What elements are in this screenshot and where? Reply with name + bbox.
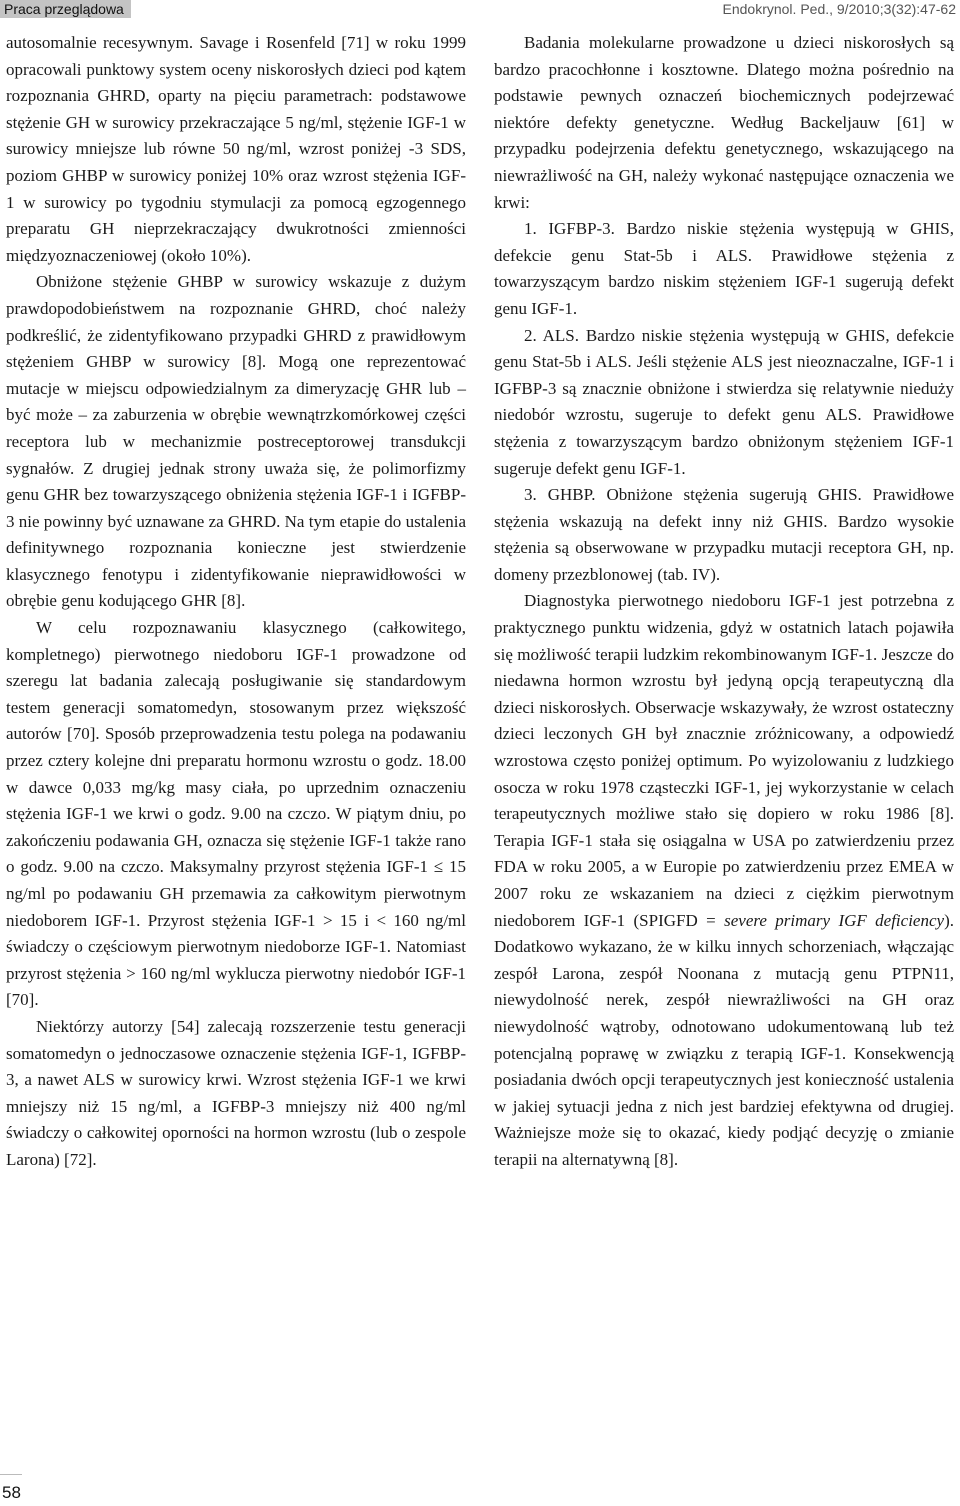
right-column [494,30,954,1174]
running-header [0,0,960,18]
paragraph: Obniżone stężenie GHBP w surowicy wskazuje z dużym prawdopodobieństwem na rozpoznanie GHRD, choć należy podkreślić, że zidentyfikowano przypadki GHRD z prawidłowym stężeniem GHBP w surowicy [8]. Mogą one reprezentować mutacje w miejscu odpowiedzialnym za dimeryzację GHR lub – być może – za zaburzenia w obrębie wewnątrzkomórkowej części receptora lub w mechanizmie postreceptorowej transdukcji sygnałów. Z drugiej jednak strony uważa się, że polimorfizmy genu GHR bez towarzyszącego obniżenia stężenia IGF-1 i IGFBP-3 nie powinny być uznawane za GHRD. Na tym etapie do ustalenia definitywnego rozpoznania konieczne jest stwierdzenie klasycznego fenotypu i zidentyfikowanie nieprawidłowości w obrębie genu kodującego GHR [8]. [6,272,466,611]
paragraph: Niektórzy autorzy [54] zalecają rozszerzenie testu generacji somatomedyn o jednoczasowe oznaczenie stężenia IGF-1, IGFBP-3, a nawet ALS w surowicy krwi. Wzrost stężenia IGF-1 we krwi mniejszy niż 15 ng/ml, a IGFBP-3 mniejszy niż 400 ng/ml świadczy o całkowitej oporności na hormon wzrostu (lub o zespole Larona) [72]. [6,1016,466,1169]
italic-term: severe primary IGF deficiency [724,910,945,930]
paragraph-text: Diagnostyka pierwotnego niedoboru IGF-1 jest potrzebna z praktycznego punktu widzenia, gdyż w ostatnich latach pojawiła się możliwość terapii ludzkim rekombinowanym IGF-1. Jeszcze do niedawna hormon wzrostu był jedyną opcją terapeutyczną dla dzieci niskorosłych. Obserwacje wskazywały, że wzrost ostateczny dzieci leczonych GH był znacznie zróżnicowany, a odpowiedź wzrostowa często poniżej optimum. Po wyizolowaniu z ludzkiego osocza w roku 1978 cząsteczki IGF-1, jej wykorzystanie w celach terapeutycznych możliwe stało się dopiero w roku 1986 [8]. Terapia IGF-1 stała się osiągalna w USA po zatwierdzeniu przez FDA w roku 2005, a w Europie po zatwierdzeniu przez EMEA w 2007 roku ze wskazaniem na dzieci z ciężkim pierwotnym niedoborem IGF-1 (SPIGFD = [494,591,954,930]
journal-citation: Endokrynol. Ped., 9/2010;3(32):47-62 [722,1,956,17]
paragraph: Badania molekularne prowadzone u dzieci niskorosłych są bardzo pracochłonne i kosztowne. Dlatego można pośrednio na podstawie pewnych oznaczeń biochemicznych podejrzewać niektóre defekty genetyczne. Według Backeljauw [61] w przypadku podejrzenia defektu genetycznego, wskazującego na niewrażliwość na GH, należy wykonać następujące oznaczenia we krwi: [494,33,954,212]
section-label: Praca przeglądowa [0,0,131,18]
page-number: 58 [2,1483,21,1502]
list-item: 3. GHBP. Obniżone stężenia sugerują GHIS. Prawidłowe stężenia wskazują na defekt inny niż GHIS. Bardzo wysokie stężenia są obserwowane w przypadku mutacji receptora GH, np. domeny przezblonowej (tab. IV). [494,485,954,584]
paragraph: W celu rozpoznawaniu klasycznego (całkowitego, kompletnego) pierwotnego niedoboru IGF-1 prowadzone od szeregu lat badania zalecają posługiwanie się standardowym testem generacji somatomedyn, stosowanym przez większość autorów [70]. Sposób przeprowadzenia testu polega na podawaniu przez cztery kolejne dni preparatu hormonu wzrostu o godz. 18.00 w dawce 0,033 mg/kg masy ciała, po uprzednim oznaczeniu stężenia IGF-1 we krwi o godz. 9.00 na czczo. W piątym dniu, po zakończeniu podawania GH, oznacza się stężenie IGF-1 także rano o godz. 9.00 na czczo. Maksymalny przyrost stężenia IGF-1 ≤ 15 ng/ml po podawaniu GH przemawia za całkowitym pierwotnym niedoborem IGF-1. Przyrost stężenia IGF-1 > 15 i < 160 ng/ml świadczy o częściowym pierwotnym niedoborze IGF-1. Natomiast przyrost stężenia > 160 ng/ml wyklucza pierwotny niedobór IGF-1 [70]. [6,618,466,1010]
paragraph-text: ). Dodatkowo wykazano, że w kilku innych schorzeniach, włączając zespół Larona, zespół Noonana z mutacją genu PTPN11, niewydolność nerek, zespół niewrażliwości na GH oraz niewydolność wątroby, odnotowano udokumentowaną lub też potencjalną poprawę w związku z terapią IGF-1. Konsekwencją posiadania dwóch opcji terapeutycznych jest konieczność ustalenia w jakiej sytuacji jedna z nich jest bardziej efektywna od drugiej. Ważniejsze może się to okazać, kiedy podjąć decyzję o zmianie terapii na alternatywną [8]. [494,910,954,1169]
left-column [6,30,466,1174]
list-item: 1. IGFBP-3. Bardzo niskie stężenia występują w GHIS, defekcie genu Stat-5b i ALS. Prawidłowe stężenia z towarzyszącym bardzo niskim stężeniem IGF-1 sugerują defekt genu IGF-1. [494,219,954,318]
paragraph [494,588,954,1173]
paragraph: autosomalnie recesywnym. Savage i Rosenfeld [71] w roku 1999 opracowali punktowy system oceny niskorosłych dzieci pod kątem rozpoznania GHRD, oparty na pięciu parametrach: podstawowe stężenie GH w surowicy przekraczające 5 ng/ml, stężenie IGF-1 w surowicy mniejsze lub równe 50 ng/ml, wzrost poniżej -3 SDS, poziom GHBP w surowicy poniżej 10% oraz wzrost stężenia IGF-1 w surowicy po tygodniu stymulacji za pomocą egzogennego preparatu GH nieprzekraczający dwukrotności zmienności międzyoznaczeniowej (około 10%). [6,33,466,265]
list-item: 2. ALS. Bardzo niskie stężenia występują w GHIS, defekcie genu Stat-5b i ALS. Jeśli stężenie ALS jest nieoznaczalne, IGF-1 i IGFBP-3 są znacznie obniżone i stwierdza się relatywnie nieduży niedobór wzrostu, sugeruje to defekt genu ALS. Prawidłowe stężenia z towarzyszącym bardzo obniżonym stężeniem IGF-1 sugeruje defekt genu IGF-1. [494,325,954,478]
